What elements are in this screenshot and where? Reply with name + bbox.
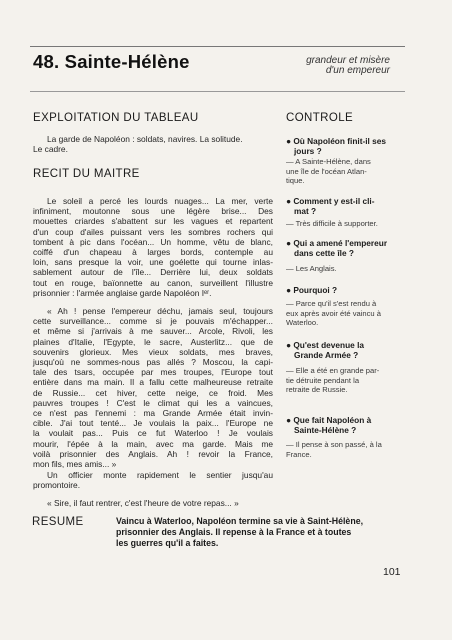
question-line: mat ? [294, 206, 317, 216]
answer-line: une île de l'océan Atlan- [286, 166, 367, 176]
question-line: ● Que fait Napoléon à [286, 415, 372, 425]
question-line: Grande Armée ? [294, 350, 359, 360]
question-1 [286, 136, 386, 156]
recit-paragraph-4 [33, 498, 283, 508]
question-line: ● Pourquoi ? [286, 285, 338, 295]
resume-line: Vaincu à Waterloo, Napoléon termine sa vie à Saint-Hélène, [116, 516, 364, 526]
text-line: Un officier monte rapidement le sentier jusqu'au [47, 470, 273, 480]
question-2 [286, 196, 374, 216]
text-line: sablement autour de l'île... Derrière lui, deux soldats [33, 267, 273, 278]
text-line: « Ah ! pense l'empereur déchu, jamais seul, toujours [47, 306, 273, 316]
question-line: ● Où Napoléon finit-il ses [286, 136, 386, 146]
text-line: d'un coup d'ailes puissant vers les sombres rochers qui [33, 226, 273, 237]
subtitle-line: d'un empereur [325, 65, 390, 76]
page-subtitle [280, 56, 390, 76]
answer-line: Waterloo. [286, 318, 319, 327]
text-line: voilà prisonnier des Anglais. Ah ! revoir la France, [33, 448, 273, 459]
answer-5 [286, 366, 379, 395]
resume-line: les guerres qu'il a faites. [116, 538, 219, 548]
answer-6 [286, 440, 382, 459]
answer-1 [286, 157, 371, 186]
text-line: et même si j'arrivais à me sauver... Arcole, Rivoli, les [33, 326, 273, 337]
question-line: ● Qui a amené l'empereur [286, 238, 388, 248]
question-4 [286, 285, 337, 295]
answer-3 [286, 264, 337, 274]
controle-heading: CONTROLE [286, 112, 354, 124]
answer-2 [286, 219, 378, 229]
text-line: prisonnier : l'armée anglaise garde Napoléon Iᵉʳ. [33, 287, 212, 298]
recit-heading: RECIT DU MAITRE [33, 168, 140, 180]
text-line: loin, sans presque la voir, une goélette qui tourne inlas- [33, 257, 273, 268]
resume-text [116, 516, 416, 549]
answer-line: — A Sainte-Hélène, dans [286, 157, 371, 166]
exploitation-heading: EXPLOITATION DU TABLEAU [33, 112, 199, 124]
header-bottom-rule [30, 91, 405, 92]
recit-paragraph-1 [33, 196, 273, 298]
recit-paragraph-3 [33, 470, 273, 490]
text-line: de Russie... cet hiver, cette neige, ce froid. Mes [33, 387, 273, 398]
text-line: cette surveillance... comme si je pouvais m'échapper... [33, 316, 273, 327]
text-line: mon fils, mes amis... » [33, 459, 117, 470]
page-number: 101 [383, 566, 401, 578]
question-line: jours ? [294, 146, 322, 156]
text-line: infiniment, moutonne sous une légère brise... Des [33, 206, 273, 217]
subtitle-line: grandeur et misère [306, 55, 390, 66]
text-line: tout en rouge, baïonnette au canon, surveillent l'illustre [33, 277, 273, 288]
text-line: mourir, l'épée à la main, avec ma garde. Mais me [33, 438, 273, 449]
answer-line: — Parce qu'il s'est rendu à [286, 299, 377, 308]
text-line: Le soleil a percé les lourds nuages... La mer, verte [47, 196, 273, 206]
text-line: coiffé d'un chapeau à larges bords, contemple au [33, 247, 273, 258]
text-line: promontoire. [33, 480, 81, 491]
resume-heading: RESUME [32, 516, 84, 528]
text-line: « Sire, il faut rentrer, c'est l'heure de votre repas... » [47, 498, 239, 508]
text-line: la voulait pas... Puis ce fut Waterloo ! Je voulais [33, 428, 273, 439]
question-line: ● Comment y est-il cli- [286, 196, 375, 206]
text-line: ce n'est pas l'ennemi : ma Grande Armée était invin- [33, 408, 273, 419]
text-line: entière dans ma main. Il a fallu cette malheureuse retraite [33, 377, 273, 388]
answer-line: — Les Anglais. [286, 264, 337, 273]
answer-line: retraite de Russie. [286, 385, 348, 394]
text-line: Le cadre. [33, 144, 68, 155]
answer-line: — Elle a été en grande par- [286, 366, 380, 375]
text-line: cible. J'ai tout tenté... Je voulais la paix... l'Europe ne [33, 418, 273, 429]
answer-line: France. [286, 449, 312, 459]
answer-line: — Très difficile à supporter. [286, 219, 378, 228]
answer-line: eux après avoir été vaincu à [286, 308, 381, 318]
answer-line: — Il pense à son passé, à la [286, 440, 382, 449]
text-line: La garde de Napoléon : soldats, navires. La solitude. [47, 134, 243, 144]
question-5 [286, 340, 364, 360]
text-line: tale des tsars, occupée par mes troupes, l'Europe tout [33, 367, 273, 378]
text-line: souvenirs glorieux. Mes vieux soldats, mes braves, [33, 346, 273, 357]
text-line: pauvres troupes ! C'est le climat qui les a vaincues, [33, 397, 273, 408]
answer-line: tie détruite pendant la [286, 375, 360, 385]
answer-4 [286, 299, 381, 328]
text-line: jusqu'où ne sommes-nous pas allés ? Moscou, la capi- [33, 357, 273, 368]
text-line: mouettes criardes s'abattent sur les vagues et repartent [33, 216, 273, 227]
answer-line: tique. [286, 176, 305, 185]
resume-line: prisonnier des Anglais. Il repense à la France et à toutes [116, 527, 352, 537]
question-3 [286, 238, 387, 258]
text-line: plaines d'Italie, l'Egypte, le sacre, Austerlitz... que de [33, 336, 273, 347]
question-6 [286, 415, 371, 435]
recit-paragraph-2 [33, 306, 273, 469]
header-top-rule [30, 46, 405, 47]
question-line: dans cette île ? [294, 248, 354, 258]
page-title: 48. Sainte-Hélène [33, 51, 190, 72]
question-line: ● Qu'est devenue la [286, 340, 364, 350]
text-line: tombent à pic dans l'océan... Un homme, vêtu de blanc, [33, 236, 273, 247]
question-line: Sainte-Hélène ? [294, 425, 357, 435]
exploitation-text [33, 134, 273, 154]
